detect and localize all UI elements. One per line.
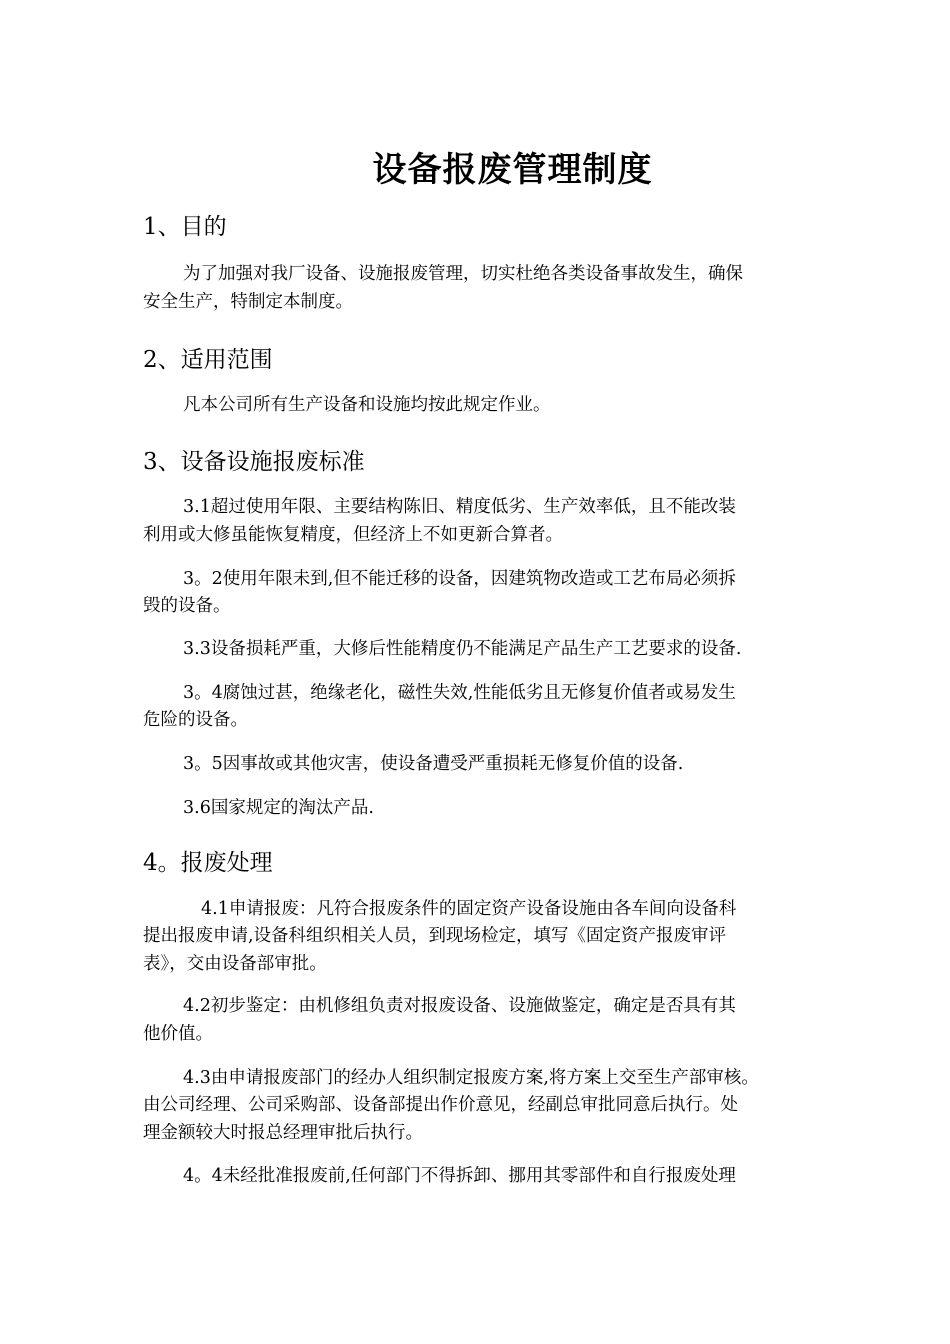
section-heading-standards: 3、设备设施报废标准: [143, 449, 365, 475]
paragraph-line: 安全生产，特制定本制度。: [143, 292, 353, 312]
paragraph-line: 理金额较大时报总经理审批后执行。: [143, 1123, 423, 1143]
paragraph-line: 他价值。: [143, 1024, 213, 1044]
paragraph-line: 3。5因事故或其他灾害，使设备遭受严重损耗无修复价值的设备.: [183, 754, 684, 774]
paragraph-line: 由公司经理、公司采购部、设备部提出作价意见，经副总审批同意后执行。处: [143, 1095, 738, 1115]
paragraph-line: 4。4未经批准报废前,任何部门不得拆卸、挪用其零部件和自行报废处理: [183, 1166, 736, 1186]
paragraph-line: 4.3由申请报废部门的经办人组织制定报废方案,将方案上交至生产部审核。: [183, 1068, 759, 1088]
section-heading-disposal: 4。报废处理: [143, 850, 273, 876]
paragraph-line: 为了加强对我厂设备、设施报废管理，切实杜绝各类设备事故发生，确保: [183, 264, 743, 284]
document-title: 设备报废管理制度: [372, 150, 653, 190]
section-heading-scope: 2、适用范围: [143, 347, 273, 373]
paragraph-line: 4.1申请报废：凡符合报废条件的固定资产设备设施由各车间向设备科: [201, 899, 737, 919]
paragraph-line: 凡本公司所有生产设备和设施均按此规定作业。: [183, 395, 551, 415]
paragraph-line: 表》，交由设备部审批。: [143, 954, 327, 974]
paragraph-line: 3.6国家规定的淘汰产品.: [183, 798, 374, 818]
paragraph-line: 3.1超过使用年限、主要结构陈旧、精度低劣、生产效率低，且不能改装: [183, 497, 736, 517]
section-heading-purpose: 1、目的: [143, 214, 227, 240]
paragraph-line: 危险的设备。: [143, 710, 248, 730]
paragraph-line: 3。2使用年限未到,但不能迁移的设备，因建筑物改造或工艺布局必须拆: [183, 569, 736, 589]
paragraph-line: 提出报废申请,设备科组织相关人员，到现场检定，填写《固定资产报废审评: [143, 926, 727, 946]
paragraph-line: 利用或大修虽能恢复精度，但经济上不如更新合算者。: [143, 525, 563, 545]
paragraph-line: 3.3设备损耗严重，大修后性能精度仍不能满足产品生产工艺要求的设备.: [183, 639, 742, 659]
paragraph-line: 毁的设备。: [143, 596, 231, 616]
paragraph-line: 4.2初步鉴定：由机修组负责对报废设备、设施做鉴定，确定是否具有其: [183, 996, 736, 1016]
paragraph-line: 3。4腐蚀过甚，绝缘老化，磁性失效,性能低劣且无修复价值者或易发生: [183, 683, 736, 703]
